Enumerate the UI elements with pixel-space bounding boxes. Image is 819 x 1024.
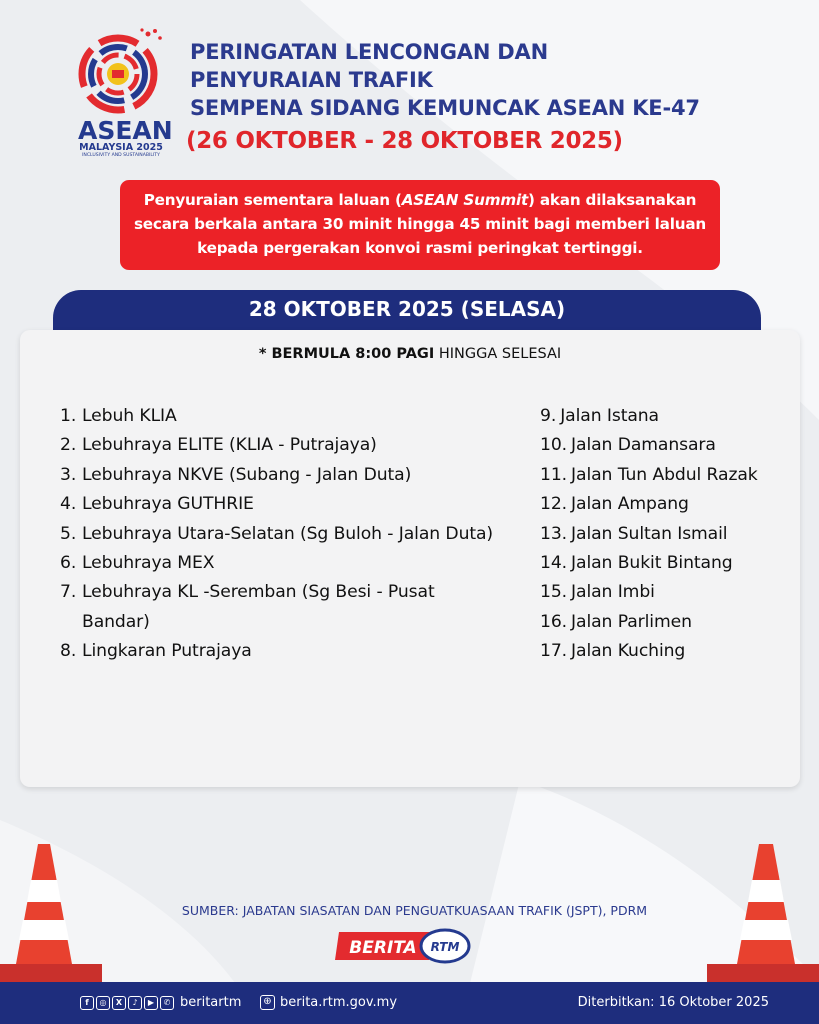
list-item: [540, 637, 800, 666]
published-date: Diterbitkan: 16 Oktober 2025: [577, 995, 769, 1010]
route-number: 7.: [60, 582, 77, 603]
list-item: [60, 520, 500, 549]
whatsapp-icon[interactable]: ✆: [160, 996, 174, 1010]
route-number: 8.: [60, 641, 77, 662]
list-item: [540, 431, 800, 460]
route-name: Jalan Imbi: [571, 582, 655, 603]
list-item: [60, 490, 500, 519]
route-name: Jalan Sultan Ismail: [571, 523, 728, 544]
globe-icon: ⊕: [260, 995, 275, 1010]
route-name: Lebuhraya GUTHRIE: [82, 494, 254, 515]
logo-subtitle: MALAYSIA 2025: [79, 142, 163, 153]
route-number: 1.: [60, 406, 77, 426]
list-item: [60, 402, 500, 431]
notice-text-end: ) akan dilaksanakan secara berkala antara 30 minit hingga 45 minit bagi memberi laluan kepada pergerakan konvoi rasmi peringkat tertinggi.: [133, 191, 707, 257]
berita-rtm-logo: [333, 926, 473, 966]
social-handle[interactable]: beritartm: [180, 995, 242, 1010]
asean-emblem-icon: [78, 26, 164, 116]
youtube-icon[interactable]: ▶: [144, 996, 158, 1010]
social-icons: [80, 996, 174, 1010]
start-time-rest: HINGGA SELESAI: [434, 346, 562, 362]
facebook-icon[interactable]: f: [80, 996, 94, 1010]
route-name: Jalan Tun Abdul Razak: [571, 464, 758, 485]
footer-bar: [0, 982, 819, 1024]
list-item: [540, 402, 800, 431]
website-link[interactable]: berita.rtm.gov.my: [280, 995, 398, 1010]
routes-list-left: [60, 402, 500, 667]
route-number: 4.: [60, 494, 77, 515]
route-number: 10.: [540, 435, 568, 456]
notice-text-start: Penyuraian sementara laluan (: [143, 191, 402, 209]
route-number: 5.: [60, 523, 77, 544]
notice-italic: ASEAN Summit: [401, 191, 529, 209]
route-number: 13.: [540, 523, 568, 544]
list-item: [540, 520, 800, 549]
x-icon[interactable]: X: [112, 996, 126, 1010]
route-number: 15.: [540, 582, 568, 603]
title-line-1: PERINGATAN LENCONGAN DAN: [190, 40, 548, 64]
list-item: [540, 490, 800, 519]
route-name: Lebuhraya NKVE (Subang - Jalan Duta): [82, 464, 412, 485]
route-number: 9.: [540, 406, 557, 426]
title-line-3: SEMPENA SIDANG KEMUNCAK ASEAN KE-47: [190, 96, 700, 120]
berita-word: BERITA: [349, 938, 417, 958]
notice-box: [120, 180, 720, 270]
route-name: Lebuhraya KL -Seremban (Sg Besi - Pusat Bandar): [82, 582, 435, 632]
list-item: [540, 578, 800, 607]
route-name: Jalan Kuching: [571, 641, 686, 662]
route-number: 17.: [540, 641, 568, 662]
routes-list-right: [540, 402, 800, 667]
tiktok-icon[interactable]: ♪: [128, 996, 142, 1010]
route-name: Jalan Istana: [560, 406, 659, 426]
route-number: 2.: [60, 435, 77, 456]
start-time: [20, 346, 800, 362]
route-name: Jalan Parlimen: [571, 611, 692, 632]
instagram-icon[interactable]: ◎: [96, 996, 110, 1010]
route-name: Jalan Ampang: [571, 494, 689, 515]
title-dates: (26 OKTOBER - 28 OKTOBER 2025): [186, 128, 623, 154]
route-number: 14.: [540, 553, 568, 574]
list-item: [540, 461, 800, 490]
route-number: 16.: [540, 611, 568, 632]
route-number: 6.: [60, 553, 77, 574]
list-item: [60, 461, 500, 490]
route-name: Lebuh KLIA: [82, 406, 177, 426]
rtm-word: RTM: [430, 940, 460, 954]
day-header: 28 OKTOBER 2025 (SELASA): [53, 290, 761, 342]
page-title: [190, 38, 790, 122]
route-name: Lebuhraya Utara-Selatan (Sg Buloh - Jalan Duta): [82, 523, 494, 544]
list-item: [540, 608, 800, 637]
route-name: Lebuhraya ELITE (KLIA - Putrajaya): [82, 435, 377, 456]
start-time-bold: * BERMULA 8:00 PAGI: [258, 346, 435, 362]
route-name: Jalan Bukit Bintang: [571, 553, 733, 574]
list-item: [540, 549, 800, 578]
route-name: Jalan Damansara: [571, 435, 716, 456]
logo-word: ASEAN: [78, 116, 173, 145]
asean-malaysia-logo: [78, 26, 173, 160]
route-number: 3.: [60, 464, 77, 485]
list-item: [60, 549, 500, 578]
list-item: [60, 637, 500, 666]
logo-tagline: INCLUSIVITY AND SUSTAINABILITY: [82, 153, 160, 158]
source-credit: SUMBER: JABATAN SIASATAN DAN PENGUATKUASAAN TRAFIK (JSPT), PDRM: [181, 903, 648, 918]
list-item: [60, 431, 500, 460]
title-line-2: PENYURAIAN TRAFIK: [190, 68, 433, 92]
route-number: 11.: [540, 464, 568, 485]
route-name: Lingkaran Putrajaya: [82, 641, 252, 662]
route-number: 12.: [540, 494, 568, 515]
route-name: Lebuhraya MEX: [82, 553, 215, 574]
list-item: [60, 578, 500, 637]
routes-panel: [20, 330, 800, 787]
